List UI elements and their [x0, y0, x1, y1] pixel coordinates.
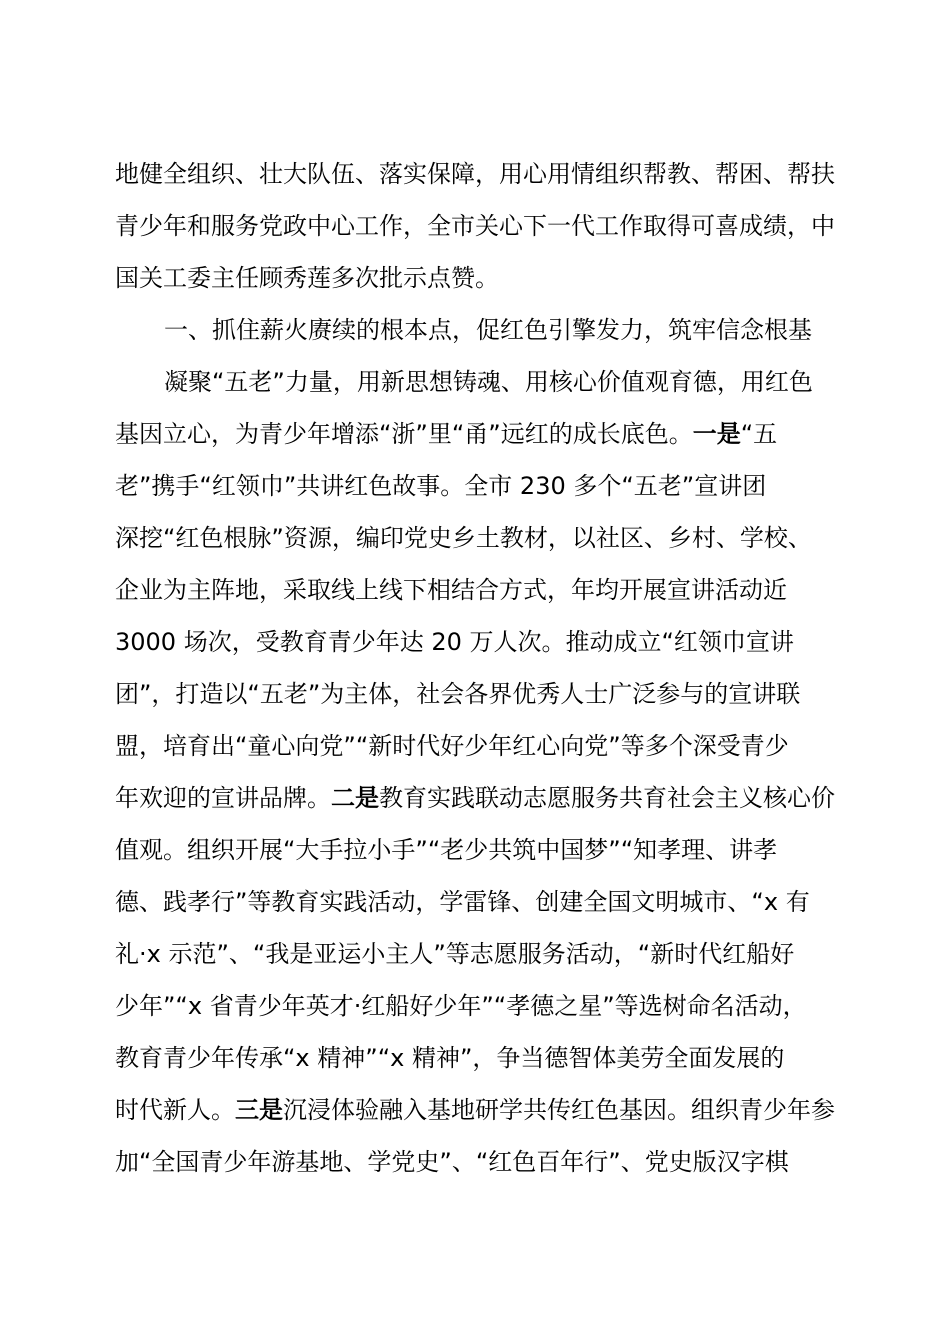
text-line — [115, 1038, 855, 1078]
text-segment: 礼·x 示范”、“我是亚运小主人”等志愿服务活动，“新时代红船好 — [115, 940, 795, 968]
text-line — [115, 830, 855, 870]
text-segment: 3000 场次，受教育青少年达 20 万人次。推动成立“红领巾宣讲 — [115, 628, 794, 656]
text-segment: 地健全组织、壮大队伍、落实保障，用心用情组织帮教、帮困、帮扶 — [115, 160, 835, 188]
bold-marker: 一是 — [692, 420, 741, 448]
text-segment: 值观。组织开展“大手拉小手”“老少共筑中国梦”“知孝理、讲孝 — [115, 836, 778, 864]
text-segment: 加“全国青少年游基地、学党史”、“红色百年行”、党史版汉字棋 — [115, 1148, 789, 1176]
section-heading — [164, 310, 854, 350]
text-line — [115, 986, 855, 1026]
text-segment: 老”携手“红领巾”共讲红色故事。全市 230 多个“五老”宣讲团 — [115, 472, 767, 500]
text-line — [115, 414, 855, 454]
text-line — [115, 1090, 855, 1130]
text-segment: 一、抓住薪火赓续的根本点，促红色引擎发力，筑牢信念根基 — [164, 316, 812, 344]
text-segment: 德、践孝行”等教育实践活动，学雷锋、创建全国文明城市、“x 有 — [115, 888, 810, 916]
text-line — [115, 154, 855, 194]
text-line — [115, 1142, 855, 1182]
text-segment: 盟，培育出“童心向党”“新时代好少年红心向党”等多个深受青少 — [115, 732, 789, 760]
text-line — [115, 466, 855, 506]
text-segment: 教育青少年传承“x 精神”“x 精神”，争当德智体美劳全面发展的 — [115, 1044, 785, 1072]
text-line — [115, 778, 855, 818]
text-segment: 青少年和服务党政中心工作，全市关心下一代工作取得可喜成绩，中 — [115, 212, 835, 240]
text-segment: 少年”“x 省青少年英才·红船好少年”“孝德之星”等选树命名活动， — [115, 992, 807, 1020]
text-line — [115, 518, 855, 558]
text-segment: 团”，打造以“五老”为主体，社会各界优秀人士广泛参与的宣讲联 — [115, 680, 801, 708]
text-segment: 基因立心，为青少年增添“浙”里“甬”远红的成长底色。 — [115, 420, 693, 448]
text-line — [115, 206, 855, 246]
text-line — [115, 570, 855, 610]
text-segment: 深挖“红色根脉”资源，编印党史乡土教材，以社区、乡村、学校、 — [115, 524, 812, 552]
text-segment: 凝聚“五老”力量，用新思想铸魂、用核心价值观育德，用红色 — [164, 368, 813, 396]
text-segment: 沉浸体验融入基地研学共传红色基因。组织青少年参 — [283, 1096, 835, 1124]
text-segment: 年欢迎的宣讲品牌。 — [115, 784, 331, 812]
text-line — [115, 622, 855, 662]
text-segment: 企业为主阵地，采取线上线下相结合方式，年均开展宣讲活动近 — [115, 576, 787, 604]
text-line — [115, 882, 855, 922]
text-line — [115, 674, 855, 714]
text-line — [115, 726, 855, 766]
bold-marker: 三是 — [235, 1096, 283, 1124]
text-line — [164, 362, 854, 402]
text-segment: 时代新人。 — [115, 1096, 235, 1124]
text-segment: “五 — [740, 420, 778, 448]
bold-marker: 二是 — [331, 784, 379, 812]
text-line — [115, 258, 855, 298]
text-line — [115, 934, 855, 974]
text-segment: 国关工委主任顾秀莲多次批示点赞。 — [115, 264, 499, 292]
text-segment: 教育实践联动志愿服务共育社会主义核心价 — [379, 784, 835, 812]
